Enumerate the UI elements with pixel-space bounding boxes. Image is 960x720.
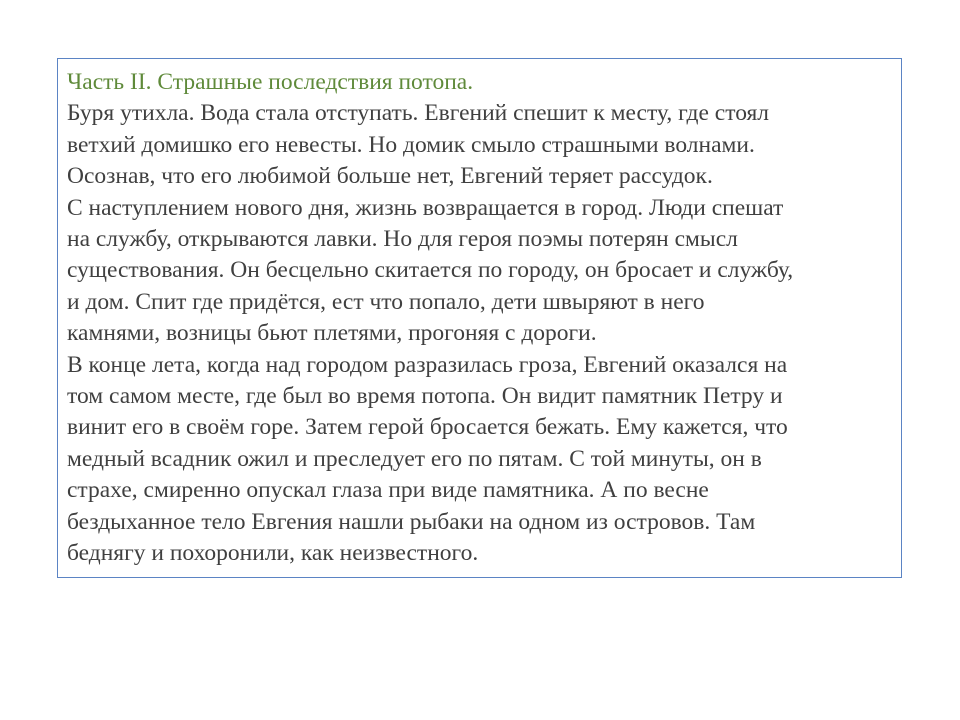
section-heading: Часть II. Страшные последствия потопа.: [67, 69, 474, 95]
paragraph-3: В конце лета, когда над городом разразилась гроза, Евгений оказался на том самом месте, где был во время потопа. Он видит памятник Петру и винит его в своём горе. Затем герой бросается бежать. Ему кажется, что медный всадник ожил и преследует его по пятам. С той минуты, он в страхе, смиренно опускал глаза при виде памятника. А по весне бездыханное тело Евгения нашли рыбаки на одном из островов. Там беднягу и похоронили, как неизвестного.: [67, 351, 788, 567]
paragraph-1: Буря утихла. Вода стала отступать. Евгений спешит к месту, где стоял ветхий домишко его невесты. Но домик смыло страшными волнами. Осознав, что его любимой больше нет, Евгений теряет рассудок.: [67, 100, 770, 190]
paragraph-2: С наступлением нового дня, жизнь возвращается в город. Люди спешат на службу, открываются лавки. Но для героя поэмы потерян смысл существования. Он бесцельно скитается по городу, он бросает и службу, и дом. Спит где придётся, ест что попало, дети швыряют в него камнями, возницы бьют плетями, прогоняя с дороги.: [67, 194, 794, 347]
text-box: [57, 58, 902, 578]
